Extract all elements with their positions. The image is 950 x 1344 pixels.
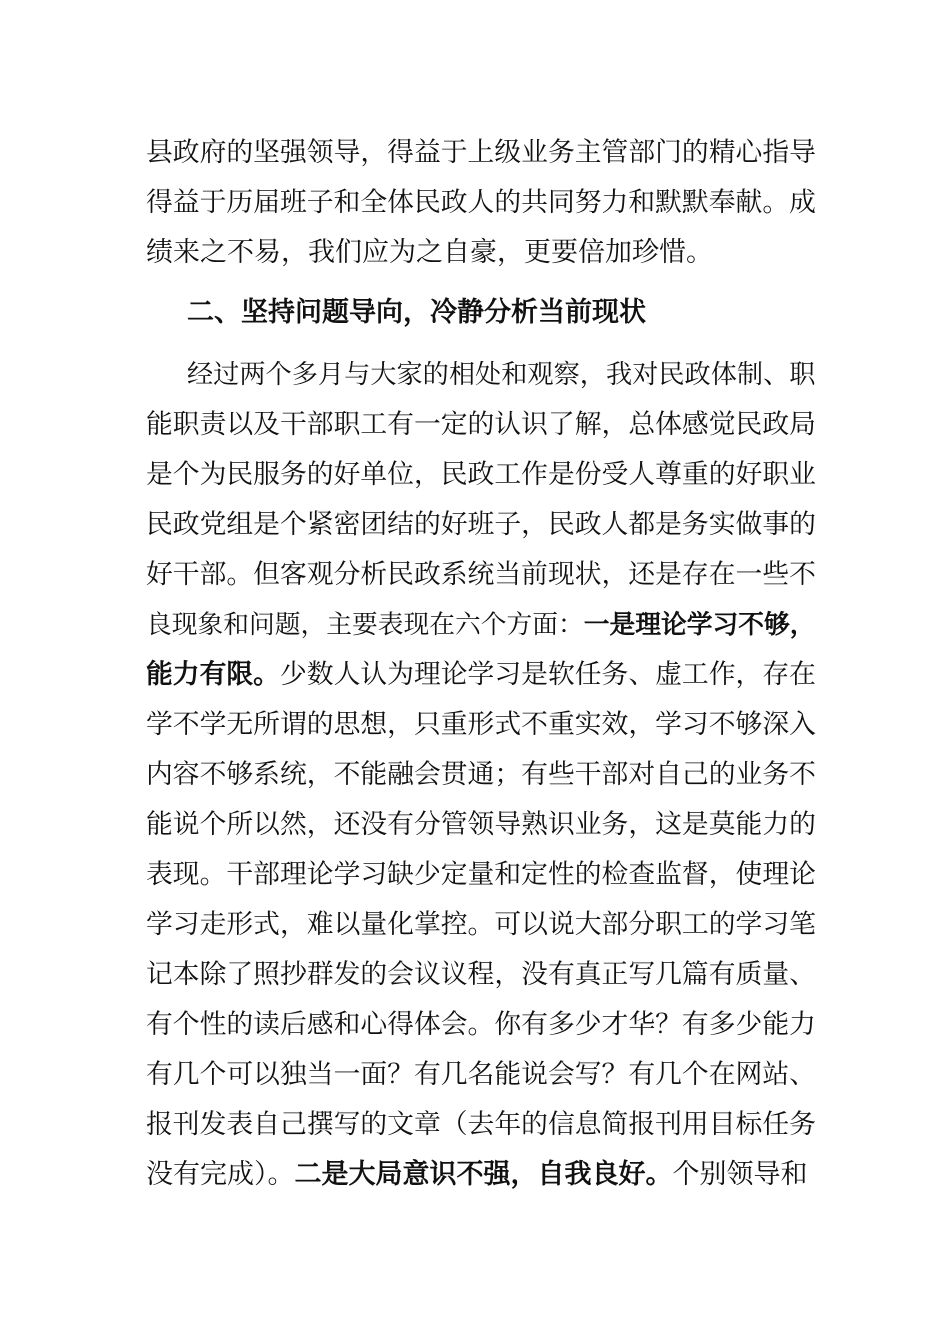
text-run: 没有完成）。: [146, 1159, 295, 1190]
bold-point-2-title: 二是大局意识不强，自我良好。: [294, 1159, 673, 1190]
text-line: 民政党组是个紧密团结的好班子，民政人都是务实做事的: [146, 509, 816, 540]
text-line: 表现。干部理论学习缺少定量和定性的检查监督，使理论: [146, 859, 816, 890]
text-line: 经过两个多月与大家的相处和观察，我对民政体制、职: [187, 360, 816, 390]
text-line: 县政府的坚强领导，得益于上级业务主管部门的精心指导: [146, 137, 816, 168]
text-run: 个别领导和: [672, 1159, 808, 1190]
text-line: 有几个可以独当一面？有几名能说会写？有几个在网站、: [146, 1059, 816, 1090]
paragraph-2: [146, 350, 816, 1200]
text-line: 是个为民服务的好单位，民政工作是份受人尊重的好职业: [146, 459, 816, 490]
text-line: 有个性的读后感和心得体会。你有多少才华？有多少能力: [146, 1009, 816, 1040]
section-heading: 二、坚持问题导向，冷静分析当前现状: [187, 297, 646, 328]
text-line: 好干部。但客观分析民政系统当前现状，还是存在一些不: [146, 559, 816, 590]
section-heading-block: [146, 288, 816, 338]
text-line: 记本除了照抄群发的会议议程，没有真正写几篇有质量、: [146, 959, 816, 990]
text-line: [146, 650, 816, 700]
text-run: 少数人认为理论学习是软任务、虚工作，存在: [279, 659, 816, 690]
text-line: 绩来之不易，我们应为之自豪，更要倍加珍惜。: [146, 237, 713, 268]
text-line: 报刊发表自己撰写的文章（去年的信息简报刊用目标任务: [146, 1109, 816, 1140]
bold-point-1-title-cont: 能力有限。: [146, 659, 280, 690]
text-line: [146, 600, 816, 650]
text-line: 内容不够系统，不能融会贯通；有些干部对自己的业务不: [146, 759, 816, 790]
text-line: 得益于历届班子和全体民政人的共同努力和默默奉献。成: [146, 187, 816, 218]
text-line: 能职责以及干部职工有一定的认识了解，总体感觉民政局: [146, 409, 816, 440]
text-line: 学不学无所谓的思想，只重形式不重实效，学习不够深入: [146, 709, 816, 740]
text-run: 良现象和问题，主要表现在六个方面：: [146, 610, 584, 640]
bold-point-1-title: 一是理论学习不够，: [583, 610, 816, 640]
text-line: 能说个所以然，还没有分管领导熟识业务，这是莫能力的: [146, 809, 816, 840]
paragraph-1: [146, 128, 816, 278]
text-line: [146, 1150, 816, 1200]
text-line: 学习走形式，难以量化掌控。可以说大部分职工的学习笔: [146, 909, 816, 940]
